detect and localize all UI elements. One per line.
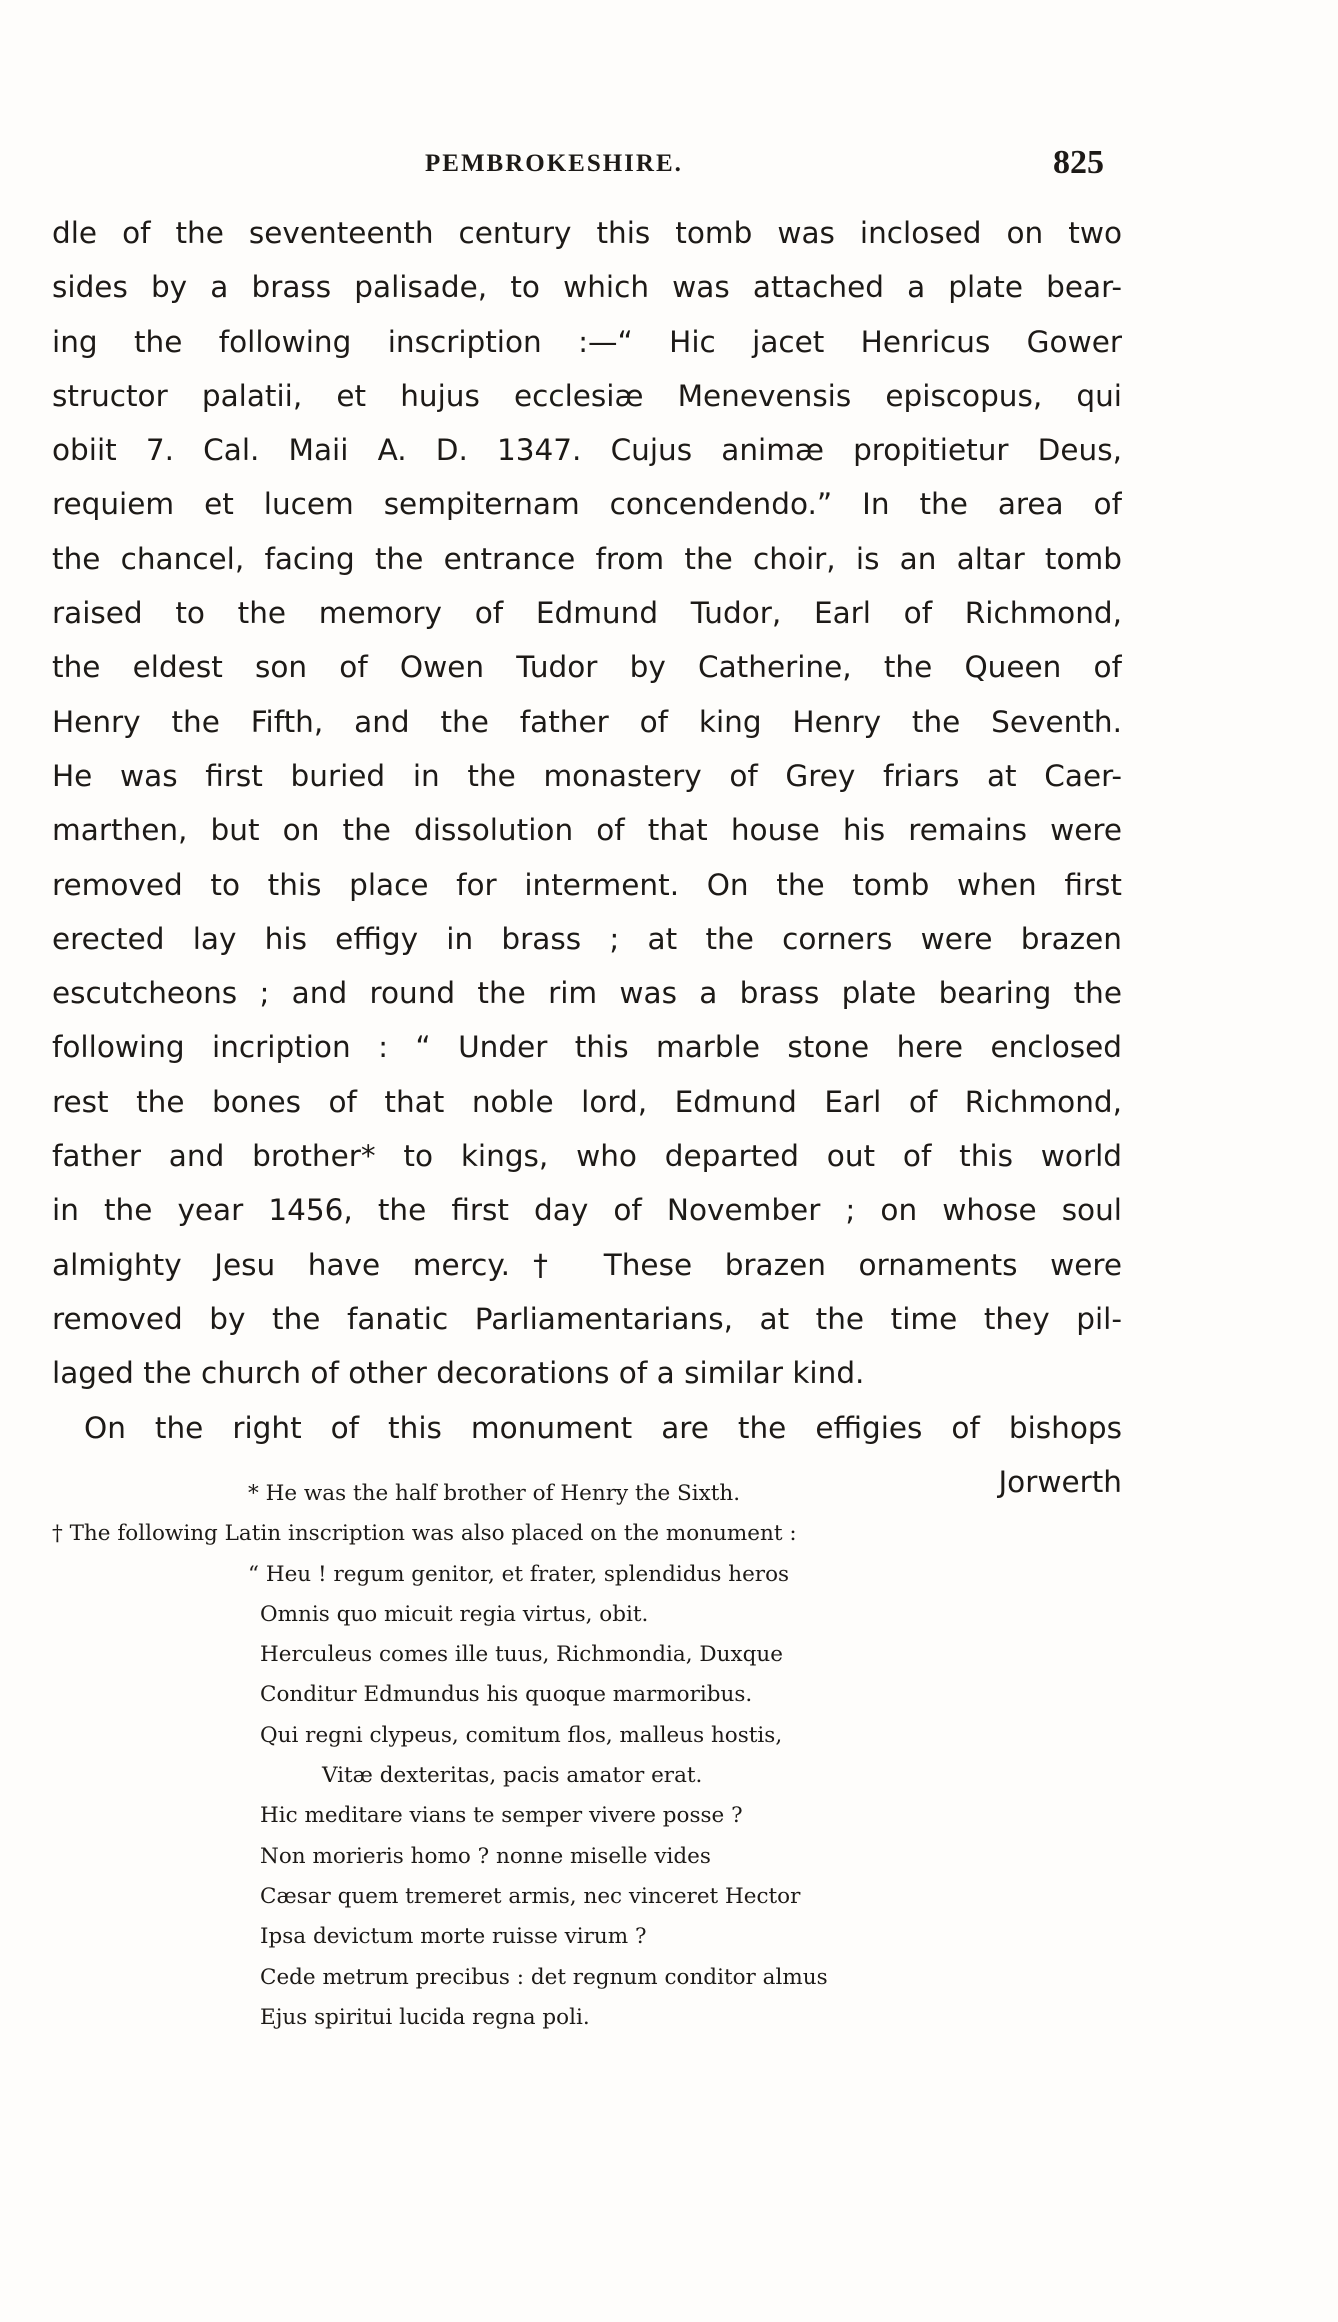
text-line: structor palatii, et hujus ecclesiæ Menevensis episcopus, qui (52, 378, 1122, 413)
text-line: following incription : “ Under this marble stone here enclosed (52, 1030, 1122, 1065)
text-line: marthen, but on the dissolution of that house his remains were (52, 813, 1122, 848)
verse-line: Vitæ dexteritas, pacis amator erat. (322, 1763, 703, 1789)
verse-line: Hic meditare vians te semper vivere posse ? (260, 1803, 743, 1829)
verse-line: Ejus spiritui lucida regna poli. (260, 2004, 590, 2030)
verse-line: Ipsa devictum morte ruisse virum ? (260, 1924, 647, 1950)
footnote-1: * He was the half brother of Henry the Sixth. (248, 1481, 741, 1506)
paragraph-start-line: On the right of this monument are the effigies of bishops (84, 1410, 1122, 1445)
text-line: sides by a brass palisade, to which was attached a plate bear- (52, 270, 1122, 305)
text-line: father and brother* to kings, who departed out of this world (52, 1139, 1122, 1174)
text-line: in the year 1456, the first day of November ; on whose soul (52, 1193, 1122, 1228)
page-number: 825 (1053, 144, 1104, 181)
text-line: requiem et lucem sempiternam concendendo.” In the area of (52, 487, 1122, 522)
verse-line: Herculeus comes ille tuus, Richmondia, Duxque (260, 1642, 783, 1668)
verse-line: Cæsar quem tremeret armis, nec vinceret Hector (260, 1883, 801, 1909)
verse-line: Omnis quo micuit regia virtus, obit. (260, 1601, 649, 1627)
text-line: ing the following inscription :—“ Hic jacet Henricus Gower (52, 324, 1122, 359)
verse-line: Non morieris homo ? nonne miselle vides (260, 1843, 711, 1869)
text-line: erected lay his effigy in brass ; at the corners were brazen (52, 921, 1122, 956)
verse-line: Cede metrum precibus : det regnum conditor almus (260, 1964, 828, 1990)
text-line: rest the bones of that noble lord, Edmund Earl of Richmond, (52, 1084, 1122, 1119)
text-line: removed to this place for interment. On the tomb when first (52, 867, 1122, 902)
text-line: almighty Jesu have mercy.† These brazen ornaments were (52, 1247, 1122, 1282)
text-line: escutcheons ; and round the rim was a brass plate bearing the (52, 976, 1122, 1011)
running-title: PEMBROKESHIRE. (425, 150, 683, 177)
footnotes (52, 1474, 1112, 2038)
page-header (50, 144, 1104, 190)
text-line: obiit 7. Cal. Maii A. D. 1347. Cujus animæ propitietur Deus, (52, 433, 1122, 468)
verse-line: Conditur Edmundus his quoque marmoribus. (260, 1682, 753, 1708)
footnote-2: † The following Latin inscription was also placed on the monument : (52, 1521, 797, 1547)
verse-line: “ Heu ! regum genitor, et frater, splendidus heros (248, 1561, 790, 1587)
main-text (52, 206, 1122, 1509)
text-line: the chancel, facing the entrance from the choir, is an altar tomb (52, 541, 1122, 576)
text-line: Henry the Fifth, and the father of king Henry the Seventh. (52, 704, 1122, 739)
text-line: raised to the memory of Edmund Tudor, Earl of Richmond, (52, 596, 1122, 631)
catchword: Jorwerth (998, 1464, 1122, 1499)
text-line: dle of the seventeenth century this tomb was inclosed on two (52, 216, 1122, 250)
text-line: the eldest son of Owen Tudor by Catherine, the Queen of (52, 650, 1122, 685)
text-line: laged the church of other decorations of a similar kind. (52, 1356, 865, 1391)
text-line: removed by the fanatic Parliamentarians, at the time they pil- (52, 1301, 1122, 1336)
verse-line: Qui regni clypeus, comitum flos, malleus hostis, (260, 1722, 783, 1748)
text-line: He was first buried in the monastery of Grey friars at Caer- (52, 758, 1122, 793)
